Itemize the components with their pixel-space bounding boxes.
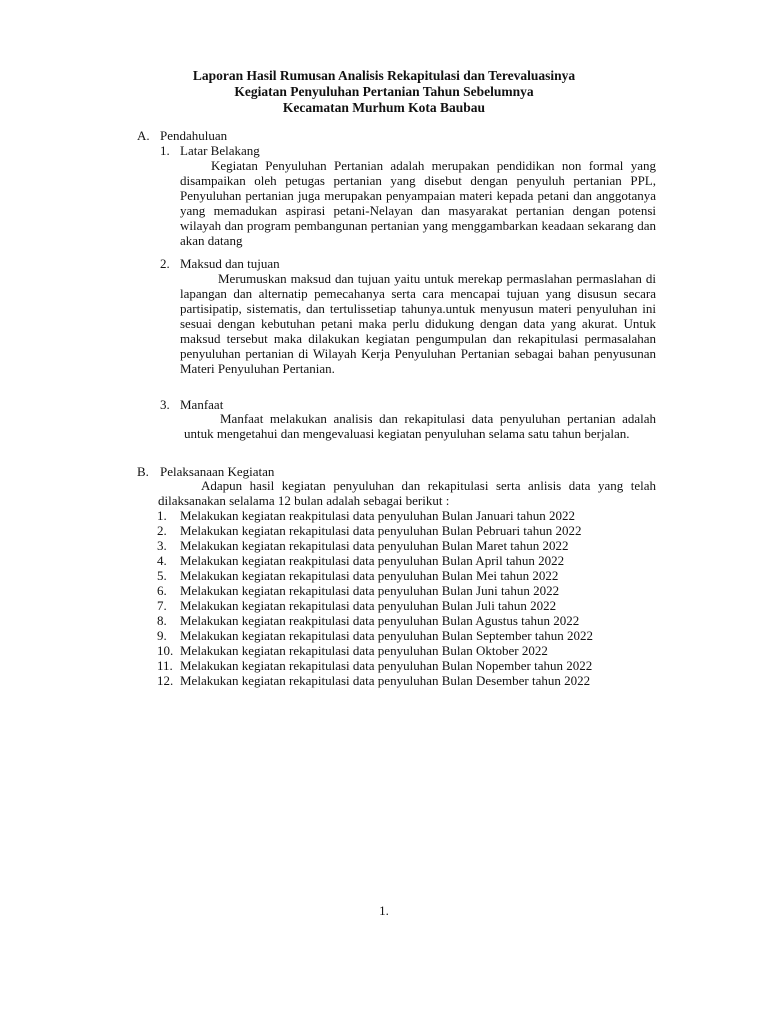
latar-belakang-num: 1. — [160, 143, 170, 158]
section-a-heading — [137, 128, 227, 143]
manfaat-paragraph: Manfaat melakukan analisis dan rekapitulasi data penyuluhan pertanian adalah untuk mengetahui dan mengevaluasi kegiatan penyuluhan selama satu tahun berjalan. — [184, 411, 656, 441]
list-item — [157, 523, 656, 538]
section-b-title: Pelaksanaan Kegiatan — [160, 464, 275, 479]
list-item — [157, 643, 656, 658]
section-b-letter: B. — [137, 464, 149, 479]
list-item — [157, 598, 656, 613]
list-item-text: Melakukan kegiatan rekapitulasi data penyuluhan Bulan Maret tahun 2022 — [180, 538, 569, 553]
list-item-num: 5. — [157, 568, 167, 583]
maksud-tujuan-heading — [160, 256, 280, 271]
latar-belakang-title: Latar Belakang — [180, 143, 260, 158]
manfaat-heading — [160, 397, 223, 412]
latar-belakang-paragraph: Kegiatan Penyuluhan Pertanian adalah merupakan pendidikan non formal yang disampaikan oleh petugas pertanian yang disebut dengan penyuluh pertanian PPL, Penyuluhan pertanian juga merupakan penyampaian materi kepada petani dan anggotanya yang memadukan aspirasi petani-Nelayan dan masyarakat pertanian dengan potensi wilayah dan program pembangunan pertanian yang menggambarkan keadaan sekarang dan akan datang — [180, 158, 656, 248]
list-item-text: Melakukan kegiatan rekapitulasi data penyuluhan Bulan Desember tahun 2022 — [180, 673, 591, 688]
list-item-num: 3. — [157, 538, 167, 553]
title-line-3: Kecamatan Murhum Kota Baubau — [282, 100, 486, 115]
list-item-num: 1. — [157, 508, 167, 523]
list-item — [157, 568, 656, 583]
list-item-num: 11. — [157, 658, 173, 673]
list-item-text: Melakukan kegiatan reakpitulasi data penyuluhan Bulan Januari tahun 2022 — [180, 508, 575, 523]
list-item-text: Melakukan kegiatan rekapitulasi data penyuluhan Bulan Oktober 2022 — [180, 643, 548, 658]
document-title — [0, 68, 768, 116]
list-item-text: Melakukan kegiatan rekapitulasi data penyuluhan Bulan Pebruari tahun 2022 — [180, 523, 582, 538]
section-a-letter: A. — [137, 128, 150, 143]
list-item-num: 9. — [157, 628, 167, 643]
list-item-num: 2. — [157, 523, 167, 538]
title-line-1: Laporan Hasil Rumusan Analisis Rekapitulasi dan Terevaluasinya — [192, 68, 576, 83]
page-number: 1. — [379, 903, 389, 918]
list-item — [157, 538, 656, 553]
pelaksanaan-intro-paragraph: Adapun hasil kegiatan penyuluhan dan rekapitulasi serta anlisis data yang telah dilaksanakan selalama 12 bulan adalah sebagai berikut : — [158, 478, 656, 508]
maksud-tujuan-paragraph: Merumuskan maksud dan tujuan yaitu untuk merekap permaslahan permaslahan di lapangan dan alternatip pemecahanya serta cara mencapai tujuan yang disusun secara partisipatip, sistematis, dan tertulissetiap tahunya.untuk menyusun materi penyuluhan ini sesuai dengan kebutuhan petani maka perlu didukung dengan data yang akurat. Untuk maksud tersebut maka dilakukan kegiatan pengumpulan dan rekapitulasi permasalahan penyuluhan pertanian di Wilayah Kerja Penyuluhan Pertanian sebagai bahan penyusunan Materi Penyuluhan Pertanian. — [180, 271, 656, 376]
list-item-num: 10. — [157, 643, 174, 658]
manfaat-title: Manfaat — [180, 397, 224, 412]
list-item — [157, 658, 656, 673]
list-item-text: Melakukan kegiatan rekapitulasi data penyuluhan Bulan Juli tahun 2022 — [180, 598, 557, 613]
list-item-text: Melakukan kegiatan rekapitulasi data penyuluhan Bulan Juni tahun 2022 — [180, 583, 560, 598]
list-item — [157, 613, 656, 628]
list-item — [157, 553, 656, 568]
list-item-num: 6. — [157, 583, 167, 598]
kegiatan-list — [157, 508, 656, 688]
list-item-text: Melakukan kegiatan reakpitulasi data penyuluhan Bulan April tahun 2022 — [180, 553, 565, 568]
list-item — [157, 508, 656, 523]
list-item-num: 4. — [157, 553, 167, 568]
list-item-num: 7. — [157, 598, 167, 613]
list-item-text: Melakukan kegiatan rekapitulasi data penyuluhan Bulan September tahun 2022 — [180, 628, 593, 643]
section-a-title: Pendahuluan — [160, 128, 228, 143]
list-item-text: Melakukan kegiatan rekapitulasi data penyuluhan Bulan Nopember tahun 2022 — [180, 658, 593, 673]
list-item — [157, 583, 656, 598]
maksud-tujuan-num: 2. — [160, 256, 170, 271]
manfaat-num: 3. — [160, 397, 170, 412]
list-item-text: Melakukan kegiatan reakpitulasi data penyuluhan Bulan Agustus tahun 2022 — [180, 613, 580, 628]
latar-belakang-heading — [160, 143, 260, 158]
maksud-tujuan-title: Maksud dan tujuan — [180, 256, 280, 271]
list-item-text: Melakukan kegiatan rekapitulasi data penyuluhan Bulan Mei tahun 2022 — [180, 568, 559, 583]
list-item-num: 8. — [157, 613, 167, 628]
list-item — [157, 628, 656, 643]
title-line-2: Kegiatan Penyuluhan Pertanian Tahun Sebelumnya — [234, 84, 534, 99]
section-b-heading — [137, 464, 274, 479]
list-item — [157, 673, 656, 688]
list-item-num: 12. — [157, 673, 174, 688]
